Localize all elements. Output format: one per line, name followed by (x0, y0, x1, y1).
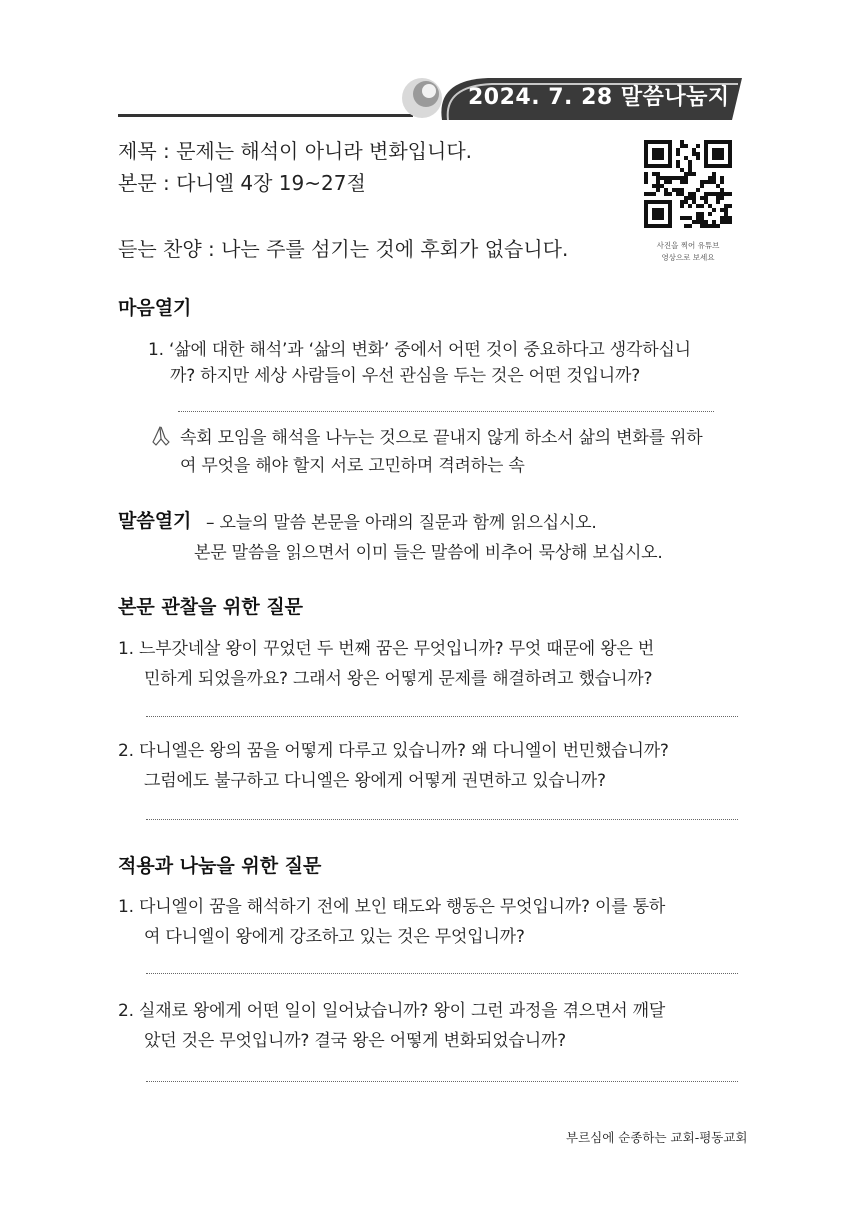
section-word-title: 말씀열기 (118, 510, 192, 532)
footer-church-name: 부르심에 순종하는 교회-평동교회 (566, 1130, 748, 1145)
qr-caption-line2: 영상으로 보세요 (661, 253, 715, 262)
prayer-line2: 여 무엇을 해야 할지 서로 고민하며 격려하는 속 (180, 456, 525, 476)
observation-q1-line2: 민하게 되었을까요? 그래서 왕은 어떻게 문제를 해결하려고 했습니까? (144, 669, 653, 689)
qr-caption-line1: 사진을 찍어 유튜브 (656, 241, 720, 250)
application-q2-line1: 2. 실재로 왕에게 어떤 일이 일어났습니까? 왕이 그런 과정을 겪으면서 깨달 (118, 1001, 666, 1021)
application-q2-line2: 았던 것은 무엇입니까? 결국 왕은 어떻게 변화되었습니까? (144, 1031, 566, 1051)
praying-hands-icon (150, 425, 172, 447)
application-q1-line1: 1. 다니엘이 꿈을 해석하기 전에 보인 태도와 행동은 무엇입니까? 이를 통하 (118, 897, 666, 917)
opening-question-line1: 1. ‘삶에 대한 해석’과 ‘삶의 변화’ 중에서 어떤 것이 중요하다고 생각하십니 (148, 340, 691, 360)
word-instruction-line2: 본문 말씀을 읽으면서 이미 들은 말씀에 비추어 묵상해 보십시오. (194, 543, 663, 563)
opening-question-line2: 까? 하지만 세상 사람들이 우선 관심을 두는 것은 어떤 것입니까? (170, 366, 641, 386)
application-q1-line2: 여 다니엘이 왕에게 강조하고 있는 것은 무엇입니까? (144, 927, 525, 947)
section-opening-title: 마음열기 (118, 297, 192, 319)
header-rule (118, 114, 413, 117)
answer-line (178, 411, 714, 412)
hymn-line: 듣는 찬양 : 나는 주를 섬기는 것에 후회가 없습니다. (118, 237, 569, 261)
answer-line (146, 1081, 738, 1082)
section-observation-title: 본문 관찰을 위한 질문 (118, 596, 304, 618)
prayer-line1: 속회 모임을 해석을 나누는 것으로 끝내지 않게 하소서 삶의 변화를 위하 (180, 428, 703, 448)
observation-q2-line2: 그럼에도 불구하고 다니엘은 왕에게 어떻게 권면하고 있습니까? (144, 771, 606, 791)
word-instruction-line1: – 오늘의 말씀 본문을 아래의 질문과 함께 읽으십시오. (206, 513, 597, 533)
observation-q1-line1: 1. 느부갓네살 왕이 꾸었던 두 번째 꿈은 무엇입니까? 무엇 때문에 왕은 번 (118, 639, 655, 659)
header-title: 2024. 7. 28 말씀나눔지 (468, 85, 730, 110)
section-application-title: 적용과 나눔을 위한 질문 (118, 855, 322, 877)
observation-q2-line1: 2. 다니엘은 왕의 꿈을 어떻게 다루고 있습니까? 왜 다니엘이 번민했습니까? (118, 741, 669, 761)
qr-caption (636, 240, 740, 264)
qr-code[interactable] (644, 140, 732, 228)
answer-line (146, 973, 738, 974)
answer-line (146, 819, 738, 820)
answer-line (146, 716, 738, 717)
sermon-title: 제목 : 문제는 해석이 아니라 변화입니다. (118, 139, 473, 163)
scripture-reference: 본문 : 다니엘 4장 19~27절 (118, 171, 366, 195)
